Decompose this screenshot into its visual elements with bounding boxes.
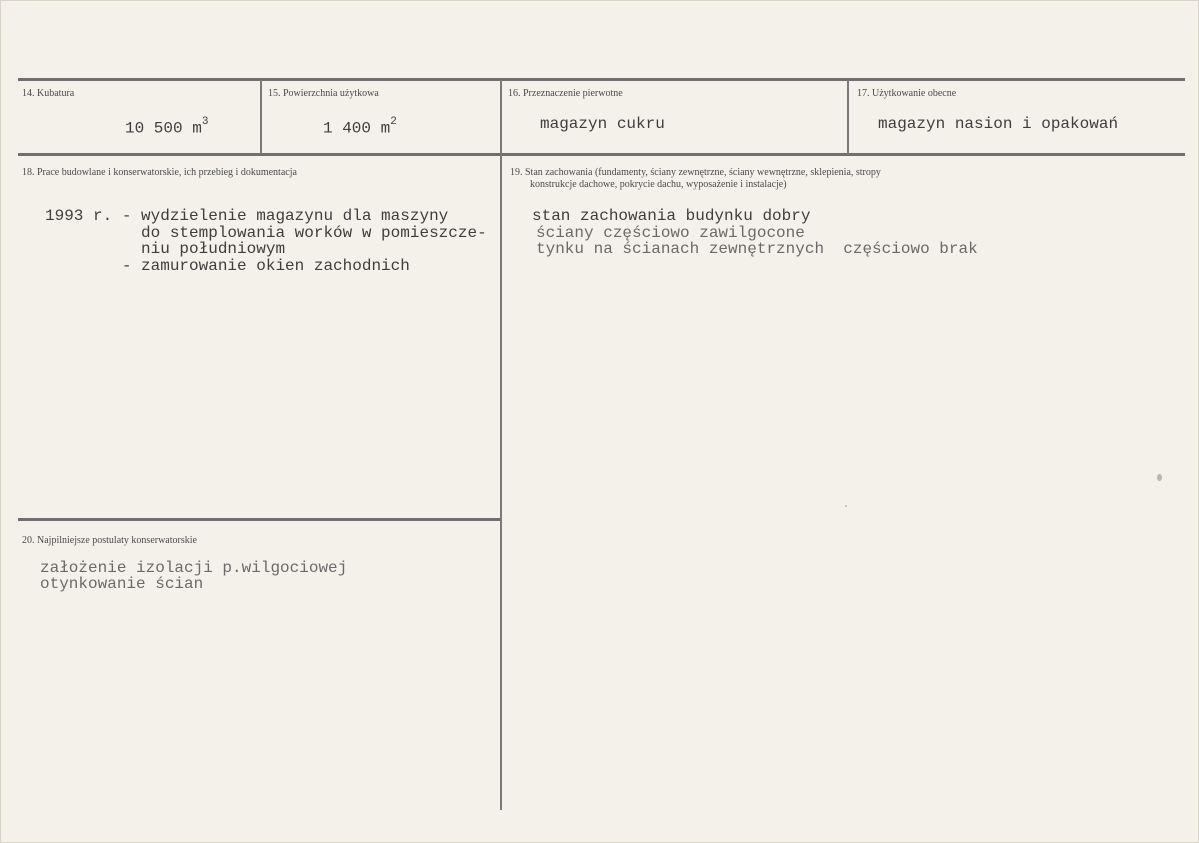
field-20-label: 20. Najpilniejsze postulaty konserwatorskie	[22, 535, 197, 546]
field-18-line: do stemplowania worków w pomieszcze-	[45, 224, 487, 242]
field-18-label: 18. Prace budowlane i konserwatorskie, ich przebieg i dokumentacja	[22, 167, 297, 178]
field-19-line: stan zachowania budynku dobry	[532, 207, 811, 225]
row-divider	[18, 153, 1185, 156]
field-14-label: 14. Kubatura	[22, 88, 75, 99]
field-19-label-line2: konstrukcje dachowe, pokrycie dachu, wyposażenie i instalacje)	[530, 179, 787, 190]
section-20-divider	[18, 518, 500, 521]
field-15-exponent: 2	[390, 116, 397, 128]
field-14-exponent: 3	[201, 116, 209, 128]
field-18-line: - zamurowanie okien zachodnich	[45, 257, 410, 275]
field-15-number: 1 400 m	[323, 119, 391, 138]
field-15-value	[323, 116, 397, 137]
field-20-line: otynkowanie ścian	[40, 575, 204, 593]
field-16-label: 16. Przeznaczenie pierwotne	[508, 88, 623, 99]
paper-speck	[845, 505, 847, 507]
field-20-line: założenie izolacji p.wilgociowej	[40, 559, 348, 577]
field-17-value: magazyn nasion i opakowań	[878, 115, 1119, 133]
field-14-number: 10 500 m	[125, 119, 202, 138]
field-17-label: 17. Użytkowanie obecne	[857, 88, 957, 99]
field-18-line: 1993 r. - wydzielenie magazynu dla maszyny	[45, 207, 449, 225]
field-14-value	[125, 116, 208, 137]
field-19-label-line1: 19. Stan zachowania (fundamenty, ściany zewnętrzne, ściany wewnętrzne, sklepienia, stropy	[510, 167, 881, 178]
field-16-value: magazyn cukru	[540, 115, 665, 133]
field-15-label: 15. Powierzchnia użytkowa	[268, 88, 379, 99]
paper-speck	[1157, 474, 1162, 481]
field-19-line: tynku na ścianach zewnętrznych częściowo brak	[536, 240, 978, 258]
field-18-line: niu południowym	[45, 240, 286, 258]
col-divider-1	[260, 80, 262, 154]
field-19-line: ściany częściowo zawilgocone	[536, 224, 805, 242]
top-rule	[18, 78, 1185, 81]
col-divider-3	[847, 80, 849, 154]
col-divider-2	[500, 80, 502, 810]
